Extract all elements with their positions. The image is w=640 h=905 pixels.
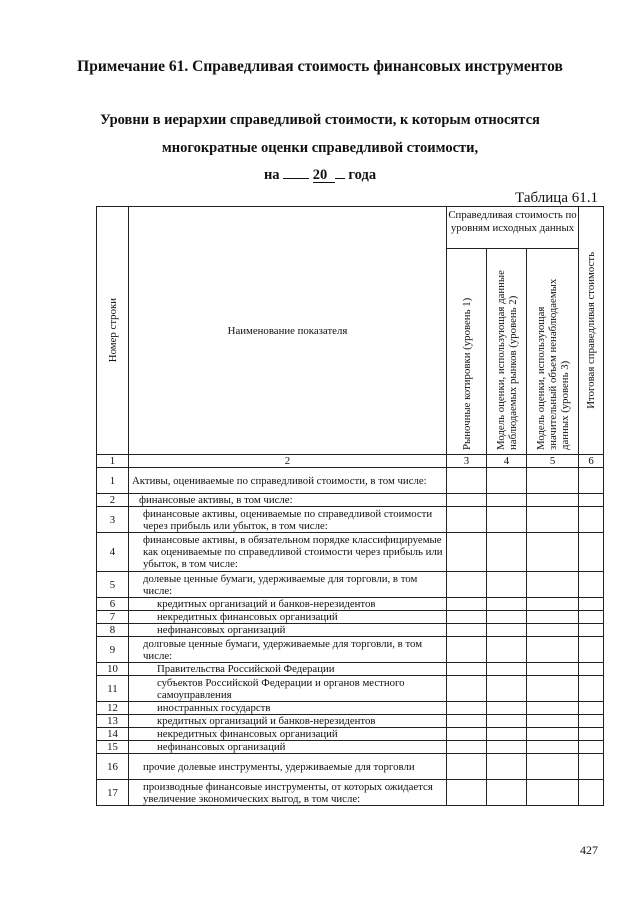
row-name: финансовые активы, в обязательном порядке классифицируемые как оцениваемые по справедливой стоимости через прибыль или убыток, в том числе: (129, 533, 447, 572)
row-number: 5 (97, 572, 129, 598)
cell-level-3 (527, 494, 579, 507)
row-name: некредитных финансовых организаций (129, 728, 447, 741)
cell-level-1 (447, 728, 487, 741)
row-number: 16 (97, 754, 129, 780)
cell-level-3 (527, 676, 579, 702)
cell-total (579, 468, 604, 494)
row-name: нефинансовых организаций (129, 624, 447, 637)
table-row (97, 741, 604, 754)
cell-level-1 (447, 715, 487, 728)
note-title: Примечание 61. Справедливая стоимость финансовых инструментов (77, 58, 563, 75)
row-number: 8 (97, 624, 129, 637)
cell-total (579, 676, 604, 702)
cell-level-1 (447, 572, 487, 598)
column-number: 5 (527, 455, 579, 468)
cell-level-1 (447, 741, 487, 754)
cell-level-2 (487, 702, 527, 715)
cell-level-1 (447, 754, 487, 780)
fair-value-table (96, 206, 604, 806)
row-name: субъектов Российской Федерации и органов местного самоуправления (129, 676, 447, 702)
cell-level-3 (527, 741, 579, 754)
cell-level-2 (487, 741, 527, 754)
date-prefix: на (263, 167, 280, 183)
cell-total (579, 728, 604, 741)
table-row (97, 533, 604, 572)
table-row (97, 780, 604, 806)
cell-level-2 (487, 728, 527, 741)
cell-level-3 (527, 754, 579, 780)
table-row (97, 468, 604, 494)
row-number: 2 (97, 494, 129, 507)
table-row (97, 754, 604, 780)
row-name: долевые ценные бумаги, удерживаемые для торговли, в том числе: (129, 572, 447, 598)
cell-level-2 (487, 637, 527, 663)
cell-total (579, 715, 604, 728)
row-name: долговые ценные бумаги, удерживаемые для торговли, в том числе: (129, 637, 447, 663)
cell-level-1 (447, 676, 487, 702)
row-number: 9 (97, 637, 129, 663)
row-number: 17 (97, 780, 129, 806)
table-row (97, 572, 604, 598)
date-blank (283, 178, 309, 179)
table-row (97, 494, 604, 507)
cell-level-1 (447, 494, 487, 507)
table-row (97, 637, 604, 663)
cell-level-3 (527, 715, 579, 728)
cell-level-1 (447, 663, 487, 676)
cell-total (579, 611, 604, 624)
cell-level-2 (487, 676, 527, 702)
cell-total (579, 572, 604, 598)
row-number: 15 (97, 741, 129, 754)
row-number: 7 (97, 611, 129, 624)
cell-level-3 (527, 611, 579, 624)
cell-level-2 (487, 494, 527, 507)
row-name: нефинансовых организаций (129, 741, 447, 754)
cell-level-2 (487, 572, 527, 598)
table-row (97, 624, 604, 637)
cell-level-2 (487, 468, 527, 494)
header-level-3: Модель оценки, использующая значительный объем ненаблюдаемых данных (уровень 3) (527, 249, 579, 455)
cell-level-1 (447, 624, 487, 637)
row-name: кредитных организаций и банков-нерезидентов (129, 715, 447, 728)
cell-total (579, 741, 604, 754)
table-row (97, 507, 604, 533)
column-numbers-row (97, 455, 604, 468)
table-row (97, 598, 604, 611)
row-number: 14 (97, 728, 129, 741)
cell-total (579, 624, 604, 637)
row-number: 13 (97, 715, 129, 728)
cell-level-2 (487, 611, 527, 624)
cell-total (579, 754, 604, 780)
cell-total (579, 598, 604, 611)
cell-level-3 (527, 507, 579, 533)
row-number: 12 (97, 702, 129, 715)
cell-level-3 (527, 624, 579, 637)
table-row (97, 702, 604, 715)
cell-level-1 (447, 702, 487, 715)
cell-level-3 (527, 468, 579, 494)
page-number: 427 (580, 843, 598, 857)
header-levels-group: Справедливая стоимость по уровням исходных данных (447, 207, 579, 249)
cell-level-3 (527, 702, 579, 715)
cell-level-1 (447, 611, 487, 624)
row-name: Правительства Российской Федерации (129, 663, 447, 676)
cell-level-3 (527, 572, 579, 598)
header-level-2: Модель оценки, использующая данные наблюдаемых рынков (уровень 2) (487, 249, 527, 455)
column-number: 3 (447, 455, 487, 468)
column-number: 6 (579, 455, 604, 468)
cell-level-3 (527, 780, 579, 806)
table-caption: Таблица 61.1 (515, 190, 598, 206)
cell-level-2 (487, 754, 527, 780)
heading-line-2: многократные оценки справедливой стоимости, (161, 140, 479, 156)
table-row (97, 676, 604, 702)
cell-level-3 (527, 637, 579, 663)
date-year: 20 (313, 168, 335, 183)
cell-level-1 (447, 637, 487, 663)
row-name: некредитных финансовых организаций (129, 611, 447, 624)
row-name: иностранных государств (129, 702, 447, 715)
cell-level-3 (527, 728, 579, 741)
cell-total (579, 663, 604, 676)
row-name: производные финансовые инструменты, от которых ожидается увеличение экономических выгод, в том числе: (129, 780, 447, 806)
column-number: 1 (97, 455, 129, 468)
cell-level-1 (447, 468, 487, 494)
cell-total (579, 507, 604, 533)
table-row (97, 611, 604, 624)
column-number: 4 (487, 455, 527, 468)
row-number: 11 (97, 676, 129, 702)
cell-level-2 (487, 715, 527, 728)
row-name: кредитных организаций и банков-нерезидентов (129, 598, 447, 611)
cell-level-3 (527, 533, 579, 572)
table-row (97, 715, 604, 728)
header-total: Итоговая справедливая стоимость (579, 207, 604, 455)
cell-total (579, 702, 604, 715)
cell-total (579, 780, 604, 806)
table-row (97, 728, 604, 741)
heading-line-3 (0, 167, 640, 184)
table-row (97, 663, 604, 676)
row-number: 10 (97, 663, 129, 676)
row-number: 1 (97, 468, 129, 494)
cell-level-1 (447, 507, 487, 533)
date-suffix: года (348, 167, 377, 183)
cell-level-2 (487, 507, 527, 533)
cell-total (579, 533, 604, 572)
row-number: 6 (97, 598, 129, 611)
row-name: финансовые активы, оцениваемые по справедливой стоимости через прибыль или убыток, в том числе: (129, 507, 447, 533)
cell-level-1 (447, 598, 487, 611)
cell-level-2 (487, 533, 527, 572)
cell-total (579, 494, 604, 507)
cell-level-2 (487, 780, 527, 806)
header-row-number: Номер строки (97, 207, 129, 455)
cell-level-2 (487, 624, 527, 637)
column-number: 2 (129, 455, 447, 468)
cell-level-1 (447, 780, 487, 806)
row-number: 4 (97, 533, 129, 572)
cell-level-3 (527, 598, 579, 611)
header-indicator: Наименование показателя (129, 207, 447, 455)
cell-level-3 (527, 663, 579, 676)
row-name: Активы, оцениваемые по справедливой стоимости, в том числе: (129, 468, 447, 494)
row-name: финансовые активы, в том числе: (129, 494, 447, 507)
cell-total (579, 637, 604, 663)
heading-line-1: Уровни в иерархии справедливой стоимости, к которым относятся (100, 112, 540, 128)
header-level-1: Рыночные котировки (уровень 1) (447, 249, 487, 455)
cell-level-2 (487, 663, 527, 676)
cell-level-1 (447, 533, 487, 572)
row-number: 3 (97, 507, 129, 533)
cell-level-2 (487, 598, 527, 611)
row-name: прочие долевые инструменты, удерживаемые для торговли (129, 754, 447, 780)
